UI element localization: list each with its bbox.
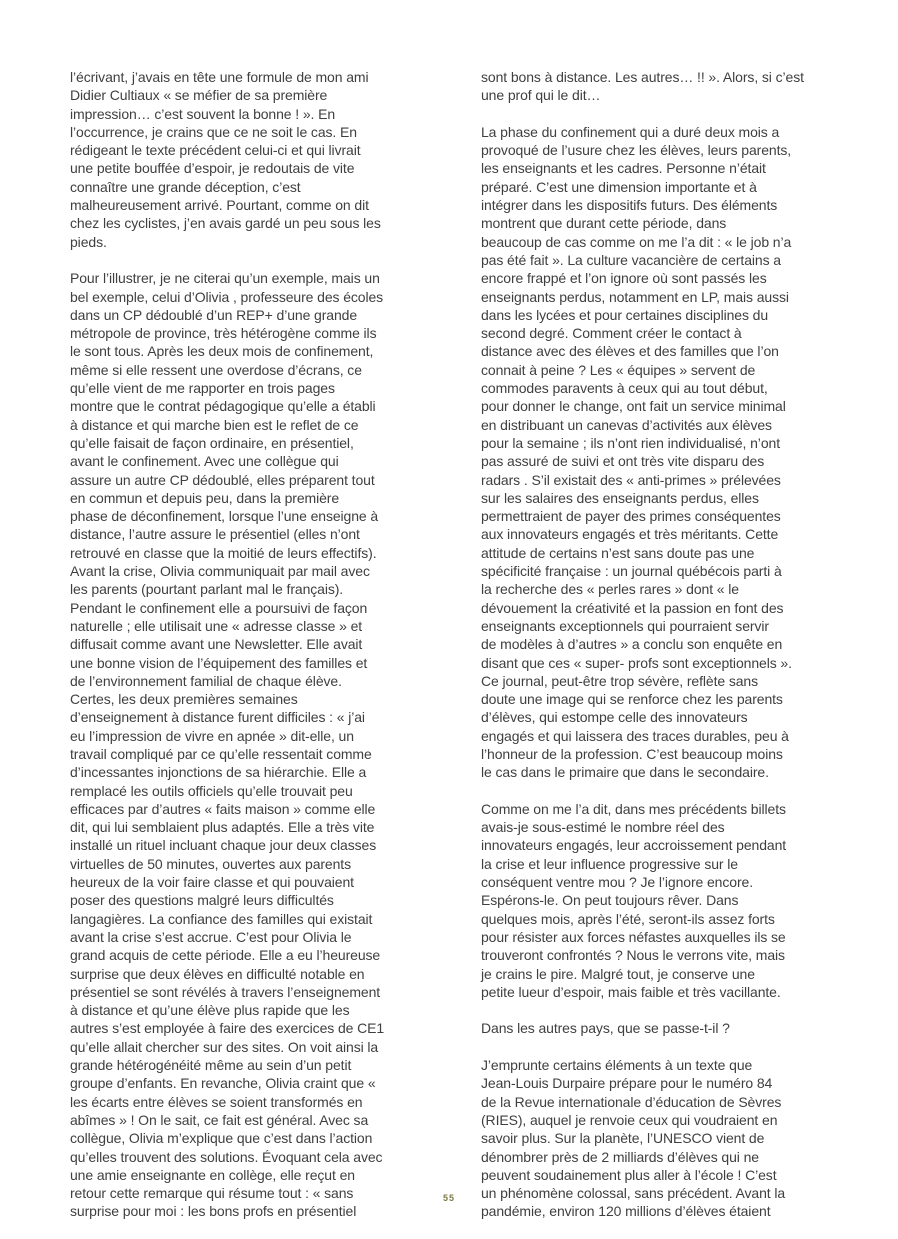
text-line: bel exemple, celui d’Olivia , professeure des écoles (70, 288, 384, 305)
text-line: pour résister aux forces néfastes auxquelles ils se (481, 928, 786, 945)
text-line: Jean-Louis Durpaire prépare pour le numéro 84 (481, 1075, 773, 1092)
text-line: d’élèves, qui estompe celle des innovateurs (481, 709, 748, 726)
text-line: provoqué de l’usure chez les élèves, leurs parents, (481, 142, 792, 159)
text-line: savoir plus. Sur la planète, l’UNESCO vient de (481, 1130, 765, 1147)
text-line: disant que ces « super- profs sont exceptionnels ». (481, 654, 792, 671)
paragraph (481, 1019, 826, 1037)
text-line: la crise et leur influence progressive sur le (481, 855, 738, 872)
text-line: je crains le pire. Malgré tout, je conserve une (481, 965, 755, 982)
text-line: commodes paravents à ceux qui au tout début, (481, 380, 768, 397)
text-line: retour cette remarque qui résume tout : « sans (70, 1185, 354, 1202)
text-line: J’emprunte certains éléments à un texte que (481, 1057, 753, 1074)
text-line: retrouvé en classe que la moitié de leurs effectifs). (70, 544, 377, 561)
text-line: à distance et qui marche bien est le reflet de ce (70, 416, 359, 433)
text-line: les parents (pourtant parlant mal le français). (70, 581, 344, 598)
text-line: avant la crise s’est accrue. C’est pour Olivia le (70, 928, 352, 945)
text-line: intégrer dans les dispositifs futurs. Des éléments (481, 197, 778, 214)
text-line: Certes, les deux premières semaines (70, 691, 298, 708)
text-line: les écarts entre élèves se soient transformés en (70, 1093, 363, 1110)
text-line: Didier Cultiaux « se méfier de sa première (70, 87, 328, 104)
text-line: Pendant le confinement elle a poursuivi de façon (70, 599, 368, 616)
text-line: Avant la crise, Olivia communiquait par mail avec (70, 563, 370, 580)
text-line: qu’elle faisait de façon ordinaire, en présentiel, (70, 434, 354, 451)
text-line: beaucoup de cas comme on me l’a dit : « le job n’a (481, 233, 792, 250)
text-line: de la Revue internationale d’éducation de Sèvres (481, 1093, 782, 1110)
text-line: innovateurs engagés, leur accroissement pendant (481, 837, 787, 854)
text-line: qu’elle vient de me rapporter en trois pages (70, 380, 335, 397)
text-line: poser des questions malgré leurs difficultés (70, 892, 334, 909)
text-line: trouveront confrontés ? Nous le verrons vite, mais (481, 947, 785, 964)
text-line: eu l’impression de vivre en apnée » dit-elle, un (70, 727, 354, 744)
text-line: dénombrer près de 2 milliards d’élèves qui ne (481, 1148, 759, 1165)
text-line: la recherche des « perles rares » dont « le (481, 581, 739, 598)
text-line: pandémie, environ 120 millions d’élèves étaient (481, 1203, 771, 1220)
text-line: une prof qui le dit… (481, 87, 601, 104)
text-line: d’enseignement à distance furent difficiles : « j’ai (70, 709, 365, 726)
text-line: engagés et qui laissera des traces durables, peu à (481, 727, 789, 744)
text-line: dit, qui lui semblaient plus adaptés. Elle a très vite (70, 819, 375, 836)
text-line: impression… c’est souvent la bonne ! ». En (70, 105, 336, 122)
text-line: une amie enseignante en collège, elle reçut en (70, 1166, 355, 1183)
text-line: enseignants exceptionnels qui pourraient servir (481, 617, 769, 634)
text-line: peuvent soudainement plus aller à l’école ! C’est (481, 1166, 777, 1183)
text-line: l’occurrence, je crains que ce ne soit le cas. En (70, 123, 357, 140)
text-line: La phase du confinement qui a duré deux mois a (481, 123, 780, 140)
right-column (481, 68, 826, 1239)
text-line: installé un rituel incluant chaque jour deux classes (70, 837, 377, 854)
text-line: préparé. C’est une dimension importante et à (481, 178, 757, 195)
text-line: dans un CP dédoublé d’un REP+ d’une grande (70, 306, 358, 323)
text-line: collègue, Olivia m’explique que c’est dans l’action (70, 1130, 373, 1147)
text-line: qu’elle allait chercher sur des sites. On voit ainsi la (70, 1038, 379, 1055)
text-line: Comme on me l’a dit, dans mes précédents billets (481, 800, 786, 817)
text-line: grand acquis de cette période. Elle a eu l’heureuse (70, 947, 381, 964)
text-line: de l’environnement familial de chaque élève. (70, 672, 342, 689)
text-line: spécificité française : un journal québécois parti à (481, 563, 782, 580)
text-line: métropole de province, très hétérogène comme ils (70, 325, 377, 342)
text-line: pieds. (70, 233, 107, 250)
text-line: le cas dans le primaire que dans le secondaire. (481, 764, 769, 781)
text-line: distance, l’autre assure le présentiel (elles n’ont (70, 526, 360, 543)
text-line: connait à peine ? Les « équipes » servent de (481, 361, 756, 378)
paragraph (481, 68, 826, 105)
text-line: chez les cyclistes, j’en avais gardé un peu sous les (70, 215, 381, 232)
text-line: permettraient de payer des primes conséquentes (481, 508, 781, 525)
text-line: montrent que durant cette période, dans (481, 215, 727, 232)
text-line: grande hétérogénéité même au sein d’un petit (70, 1057, 352, 1074)
paragraph (481, 800, 826, 1001)
text-line: Dans les autres pays, que se passe-t-il ? (481, 1020, 730, 1037)
text-line: radars . S’il existait des « anti-primes » prélevées (481, 471, 781, 488)
text-line: une bonne vision de l’équipement des familles et (70, 654, 368, 671)
text-line: virtuelles de 50 minutes, ouvertes aux parents (70, 855, 351, 872)
text-line: Espérons-le. On peut toujours rêver. Dans (481, 892, 739, 909)
text-line: pas assuré de suivi et ont très vite disparu des (481, 453, 765, 470)
text-line: une petite bouffée d’espoir, je redoutais de vite (70, 160, 355, 177)
text-line: le sont tous. Après les deux mois de confinement, (70, 343, 374, 360)
text-line: heureux de la voir faire classe et qui pouvaient (70, 874, 354, 891)
text-line: abîmes » ! On le sait, ce fait est général. Avec sa (70, 1111, 369, 1128)
text-line: groupe d’enfants. En revanche, Olivia craint que « (70, 1075, 376, 1092)
paragraph (70, 269, 415, 1220)
text-line: distance avec des élèves et des familles que l’on (481, 343, 779, 360)
text-line: de modèles à d’autres » a conclu son enquête en (481, 636, 783, 653)
text-line: Pour l’illustrer, je ne citerai qu’un exemple, mais un (70, 270, 380, 287)
text-line: dévouement la créativité et la passion en font des (481, 599, 784, 616)
text-line: langagières. La confiance des familles qui existait (70, 910, 373, 927)
text-line: l’honneur de la profession. C’est beaucoup moins (481, 745, 783, 762)
text-line: montre que le contrat pédagogique qu’elle a établi (70, 398, 376, 415)
text-line: même si elle ressent une overdose d’écrans, ce (70, 361, 362, 378)
text-line: sont bons à distance. Les autres… !! ». Alors, si c’est (481, 69, 804, 85)
text-line: l’écrivant, j’avais en tête une formule de mon ami (70, 69, 369, 85)
text-line: sur les salaires des enseignants perdus, elles (481, 489, 759, 506)
text-line: malheureusement arrivé. Pourtant, comme on dit (70, 197, 369, 214)
text-line: Ce journal, peut-être trop sévère, reflète sans (481, 672, 759, 689)
text-line: doute une image qui se renforce chez les parents (481, 691, 783, 708)
text-line: en distribuant un canevas d’activités aux élèves (481, 416, 772, 433)
text-line: encore frappé et l’on ignore où sont passés les (481, 270, 767, 287)
text-line: aux innovateurs engagés et très méritants. Cette (481, 526, 779, 543)
text-line: dans les lycées et pour certaines disciplines du (481, 306, 769, 323)
text-line: (RIES), auquel je renvoie ceux qui voudraient en (481, 1111, 778, 1128)
text-line: présentiel se sont révélés à travers l’enseignement (70, 983, 381, 1000)
text-line: second degré. Comment créer le contact à (481, 325, 742, 342)
text-line: pas été fait ». La culture vacancière de certains a (481, 251, 781, 268)
paragraph (481, 123, 826, 782)
text-line: quelques mois, après l’été, seront-ils assez forts (481, 910, 775, 927)
text-line: rédigeant le texte précédent celui-ci et qui livrait (70, 142, 361, 159)
text-line: pour donner le change, ont fait un service minimal (481, 398, 786, 415)
text-line: surprise que deux élèves en difficulté notable en (70, 965, 365, 982)
text-line: les enseignants et les cadres. Personne n’était (481, 160, 766, 177)
text-line: phase de déconfinement, lorsque l’une enseigne à (70, 508, 379, 525)
left-column (70, 68, 415, 1239)
text-line: naturelle ; elle utilisait une « adresse classe » et (70, 617, 363, 634)
text-line: diffusait comme avant une Newsletter. Elle avait (70, 636, 363, 653)
text-line: assure un autre CP dédoublé, elles préparent tout (70, 471, 375, 488)
text-line: conséquent ventre mou ? Je l’ignore encore. (481, 874, 753, 891)
text-line: connaître une grande déception, c’est (70, 178, 301, 195)
text-line: à distance et qu’une élève plus rapide que les (70, 1002, 350, 1019)
text-line: pour la semaine ; ils n’ont rien individualisé, n’ont (481, 434, 780, 451)
text-line: autres s’est employée à faire des exercices de CE1 (70, 1020, 385, 1037)
text-line: surprise pour moi : les bons profs en présentiel (70, 1203, 357, 1220)
text-line: avant le confinement. Avec une collègue qui (70, 453, 339, 470)
text-line: avais-je sous-estimé le nombre réel des (481, 819, 725, 836)
text-line: enseignants perdus, notamment en LP, mais aussi (481, 288, 789, 305)
text-line: remplacé les outils officiels qu’elle trouvait peu (70, 782, 353, 799)
paragraph (70, 68, 415, 251)
text-line: petite lueur d’espoir, mais faible et très vacillante. (481, 983, 781, 1000)
text-line: attitude de certains n’est sans doute pas une (481, 544, 755, 561)
text-line: efficaces par d’autres « faits maison » comme elle (70, 800, 376, 817)
text-line: en commun et depuis peu, dans la première (70, 489, 340, 506)
page-number: 55 (442, 1193, 455, 1203)
text-line: d’incessantes injonctions de sa hiérarchie. Elle a (70, 764, 367, 781)
text-line: travail compliqué par ce qu’elle ressentait comme (70, 745, 372, 762)
text-line: qu’elles trouvent des solutions. Évoquant cela avec (70, 1148, 383, 1165)
text-line: un phénomène colossal, sans précédent. Avant la (481, 1185, 786, 1202)
